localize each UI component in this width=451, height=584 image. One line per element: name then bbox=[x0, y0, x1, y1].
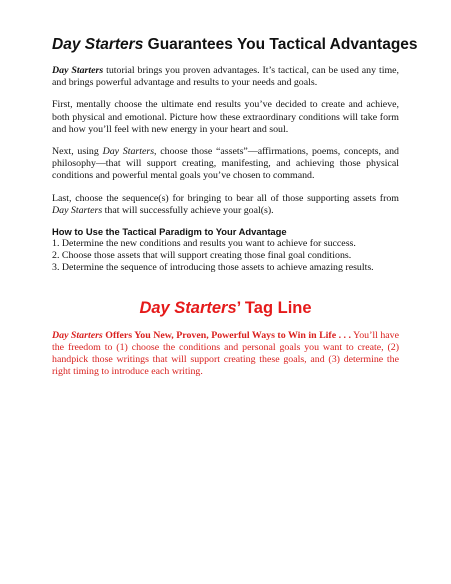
intro-text: tutorial brings you proven advantages. It’s tactical, can be used any time, and brings powerful advantage and results to your needs and goals. bbox=[52, 65, 399, 89]
last-step-brand: Day Starters bbox=[52, 204, 103, 216]
tagline-lead-text: Offers You New, Proven, Powerful Ways to Win in Life . . . bbox=[102, 329, 351, 341]
last-step-after: that will successfully achieve your goal(s). bbox=[102, 204, 274, 216]
next-step-after: , choose those “assets”—affirmations, poems, concepts, and philosophy—that will support creating, manifesting, and achieving those physical conditions and powerful mental goals you’ve chosen to command. bbox=[52, 146, 399, 182]
next-step-paragraph bbox=[52, 146, 399, 183]
tagline-title-rest: ’ Tag Line bbox=[236, 298, 312, 317]
tagline-title bbox=[52, 299, 399, 318]
tagline-body: You’ll have the freedom to (1) choose the conditions and personal goals you want to create, (2) handpick those writings that will support creating these goals, and (3) determine the right timing to introduce each writing. bbox=[52, 329, 400, 378]
tagline-paragraph bbox=[52, 330, 399, 379]
last-step-before: Last, choose the sequence(s) for bringing to bear all of those supporting assets from bbox=[52, 192, 399, 204]
howto-heading: How to Use the Tactical Paradigm to Your Advantage bbox=[52, 226, 287, 238]
page-title-rest: Guarantees You Tactical Advantages bbox=[143, 36, 418, 53]
howto-item: 3. Determine the sequence of introducing those assets to achieve amazing results. bbox=[52, 262, 374, 274]
intro-brand: Day Starters bbox=[52, 65, 104, 76]
next-step-brand: Day Starters bbox=[102, 146, 155, 158]
tagline-brand: Day Starters bbox=[52, 329, 103, 341]
page-title bbox=[52, 36, 418, 54]
howto-item: 2. Choose those assets that will support creating those final goal conditions. bbox=[52, 250, 352, 262]
first-step-paragraph: First, mentally choose the ultimate end results you’ve decided to create and achieve, both physical and emotional. Picture how these extraordinary conditions will take form and how you’ll feel with new energy in your heart and soul. bbox=[52, 99, 399, 135]
howto-list bbox=[52, 238, 399, 275]
next-step-before: Next, using bbox=[52, 146, 103, 158]
howto-item: 1. Determine the new conditions and results you want to achieve for success. bbox=[52, 238, 356, 250]
intro-paragraph bbox=[52, 65, 399, 89]
last-step-paragraph bbox=[52, 193, 399, 217]
tagline-lead bbox=[52, 330, 351, 341]
tagline-title-brand: Day Starters bbox=[139, 298, 237, 317]
page-title-brand: Day Starters bbox=[52, 36, 144, 53]
